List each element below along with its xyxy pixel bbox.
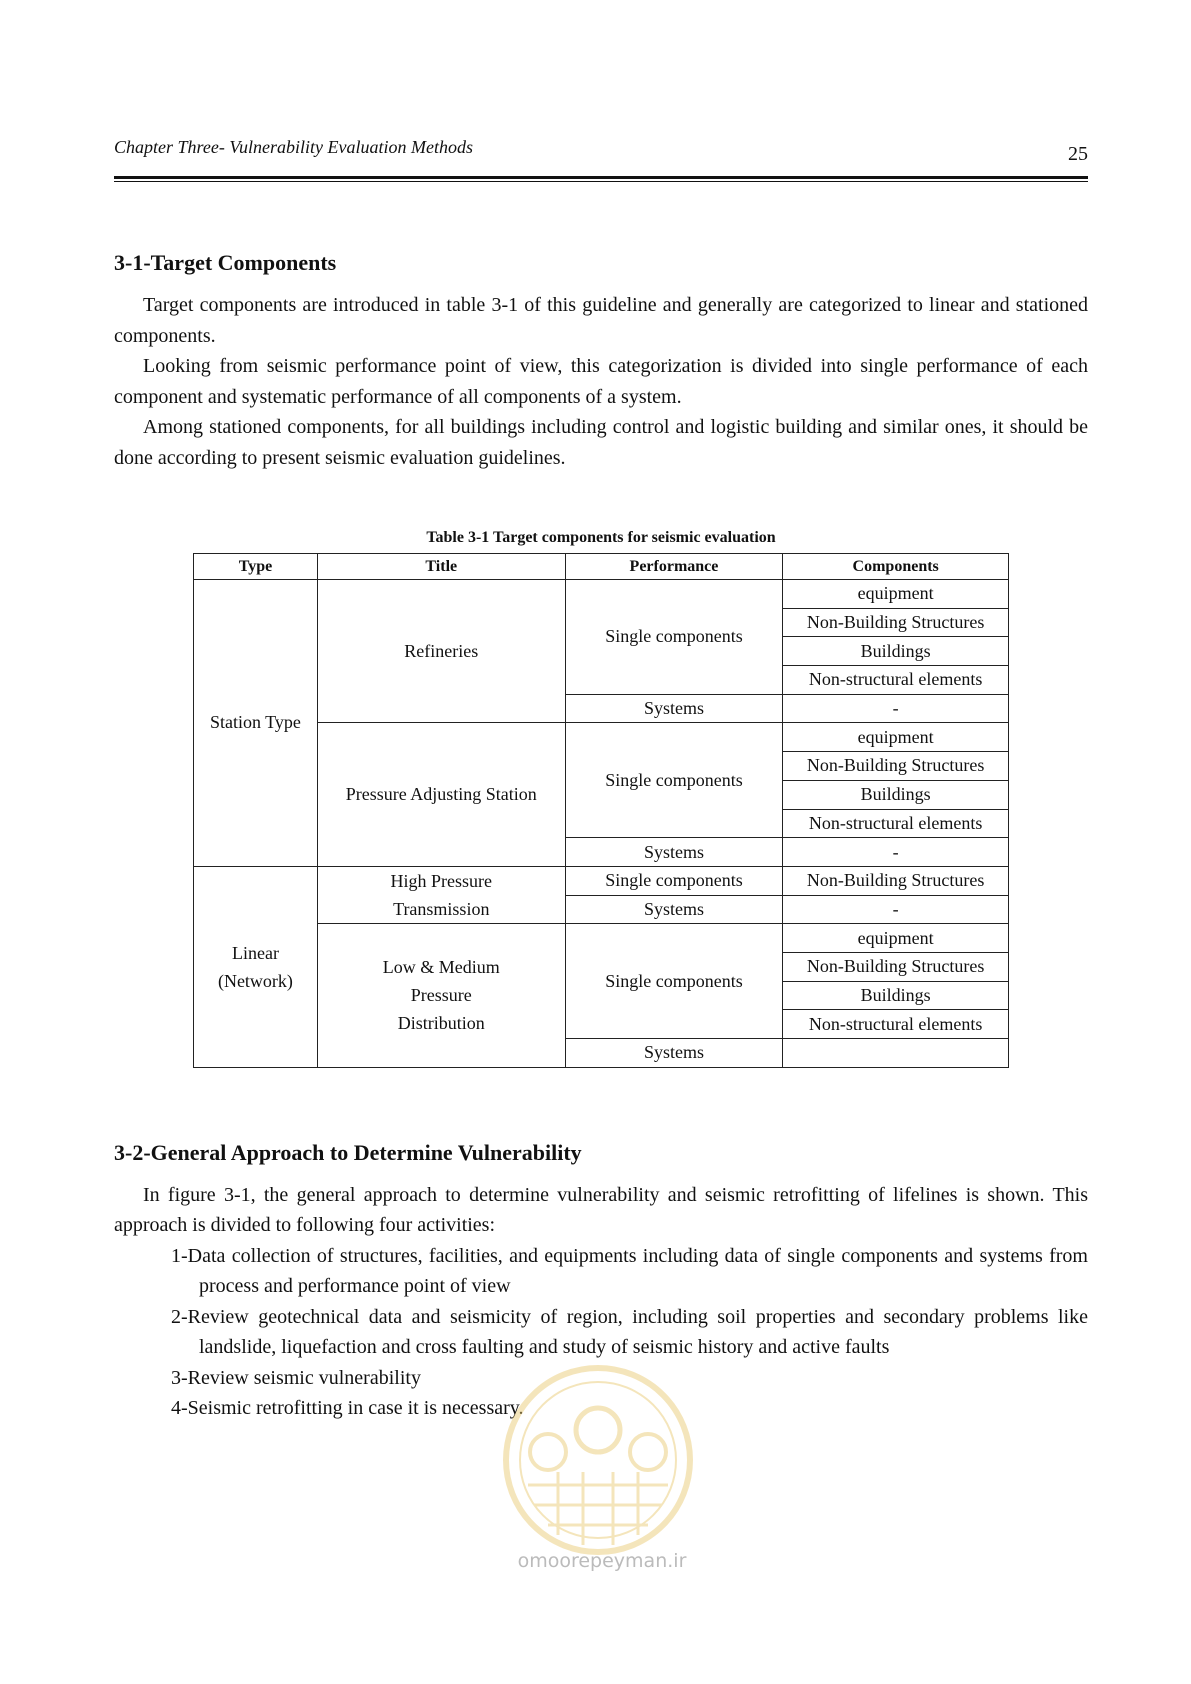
performance-cell-systems: Systems [565, 694, 783, 723]
component-cell: Non-structural elements [783, 666, 1009, 695]
paragraph: In figure 3-1, the general approach to determine vulnerability and seismic retrofitting of lifelines is shown. This approach is divided to following four activities: [114, 1183, 1088, 1237]
type-cell-station: Station Type [194, 580, 318, 867]
watermark-site: omoorepeyman.ir [517, 1550, 687, 1572]
title-cell-pressure-adjusting: Pressure Adjusting Station [317, 723, 565, 866]
performance-cell-single: Single components [565, 924, 783, 1039]
title-cell-low-medium [317, 924, 565, 1067]
component-cell: Non-Building Structures [783, 866, 1009, 895]
page-header [114, 133, 1088, 183]
list-item: 3-Review seismic vulnerability [171, 1366, 421, 1389]
table-header-row [194, 554, 1009, 580]
section-heading-3-1: 3-1-Target Components [114, 250, 337, 275]
list-item: 4-Seismic retrofitting in case it is necessary. [171, 1397, 524, 1420]
page-number: 25 [1068, 143, 1088, 165]
component-cell: Non-Building Structures [783, 952, 1009, 981]
performance-cell-single: Single components [565, 580, 783, 695]
table-row [194, 866, 1009, 895]
performance-cell-systems: Systems [565, 838, 783, 867]
table-caption: Table 3-1 Target components for seismic evaluation [426, 529, 776, 546]
component-cell-empty [783, 1039, 1009, 1068]
performance-cell-single: Single components [565, 723, 783, 838]
component-cell: equipment [783, 580, 1009, 609]
col-header-title: Title [317, 554, 565, 580]
high-pressure-label: High Pressure Transmission [390, 871, 493, 920]
paragraph: Looking from seismic performance point of view, this categorization is divided into single performance of each component and systematic performance of all components of a system. [114, 355, 1088, 408]
low-medium-label: Low & Medium Pressure Distribution [382, 957, 500, 1034]
component-cell: Buildings [783, 981, 1009, 1010]
table-row [194, 580, 1009, 609]
title-cell-high-pressure [317, 866, 565, 923]
col-header-performance: Performance [565, 554, 783, 580]
performance-cell-single: Single components [565, 866, 783, 895]
component-cell: Non-Building Structures [783, 752, 1009, 781]
col-header-type: Type [194, 554, 318, 580]
section-heading-3-2: 3-2-General Approach to Determine Vulnerability [114, 1139, 582, 1165]
component-cell: - [783, 694, 1009, 723]
page-content [114, 250, 1088, 1424]
running-head: Chapter Three- Vulnerability Evaluation Methods [114, 137, 473, 157]
header-rule-thin [114, 181, 1088, 182]
component-cell: equipment [783, 924, 1009, 953]
target-components-table [193, 553, 1009, 1068]
component-cell: Non-structural elements [783, 1010, 1009, 1039]
component-cell: - [783, 838, 1009, 867]
component-cell: equipment [783, 723, 1009, 752]
component-cell: Buildings [783, 780, 1009, 809]
col-header-components: Components [783, 554, 1009, 580]
component-cell: Buildings [783, 637, 1009, 666]
watermark-seal-icon [488, 1360, 708, 1560]
paragraph: Among stationed components, for all buildings including control and logistic building and similar ones, it should be done according to present seismic evaluation guidelines. [114, 416, 1088, 469]
header-rule-thick [114, 176, 1088, 179]
list-item: 1-Data collection of structures, facilities, and equipments including data of single components and systems from process and performance point of view [171, 1244, 1088, 1298]
component-cell: Non-Building Structures [783, 608, 1009, 637]
component-cell: Non-structural elements [783, 809, 1009, 838]
component-cell: - [783, 895, 1009, 924]
type-linear-label: Linear (Network) [217, 942, 293, 991]
type-cell-linear [194, 866, 318, 1067]
list-item: 2-Review geotechnical data and seismicity of region, including soil properties and secondary problems like landslide, liquefaction and cross faulting and study of seismic history and active faults [171, 1305, 1088, 1359]
performance-cell-systems: Systems [565, 1039, 783, 1068]
title-cell-refineries: Refineries [317, 580, 565, 723]
paragraph: Target components are introduced in table 3-1 of this guideline and generally are categorized to linear and stationed components. [114, 294, 1088, 347]
performance-cell-systems: Systems [565, 895, 783, 924]
